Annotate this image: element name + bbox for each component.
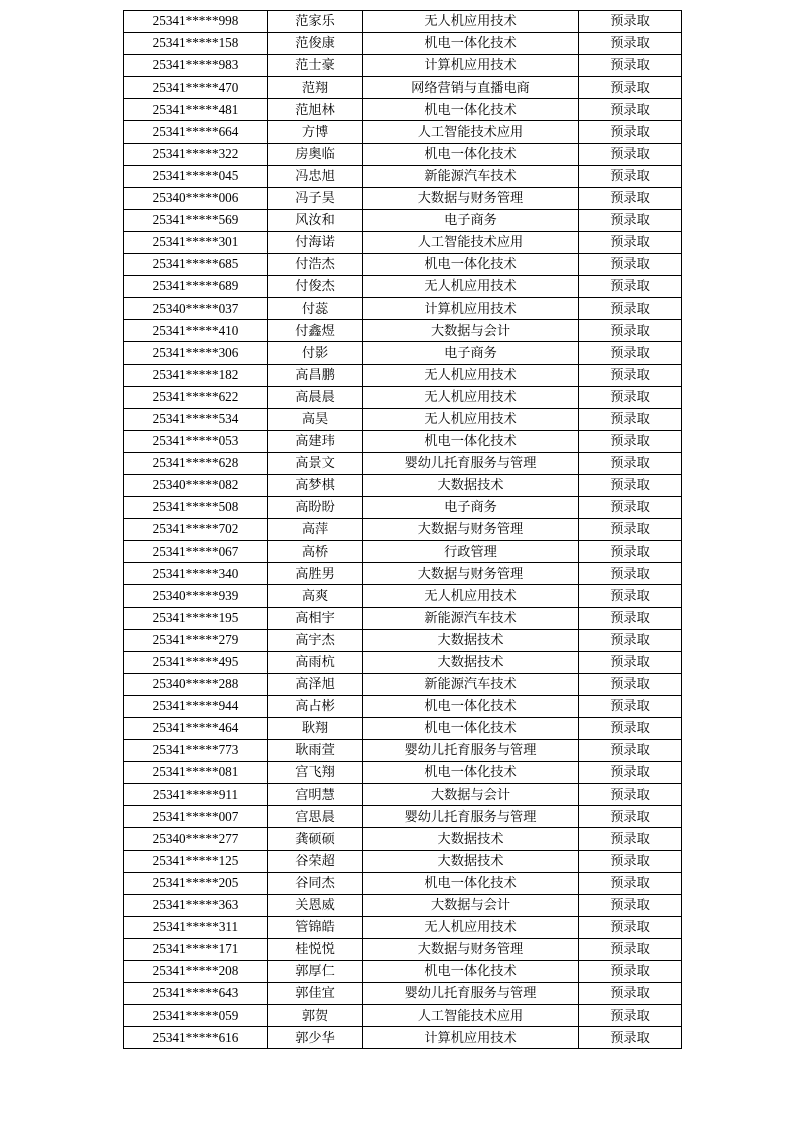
major-cell: 大数据与会计 — [363, 784, 579, 806]
major-cell: 大数据与会计 — [363, 894, 579, 916]
candidate-name-cell: 高桥 — [268, 541, 363, 563]
admission-roster-table — [123, 10, 682, 1049]
table-row — [124, 695, 682, 717]
status-cell: 预录取 — [579, 408, 682, 430]
table-row — [124, 143, 682, 165]
status-cell: 预录取 — [579, 784, 682, 806]
status-cell: 预录取 — [579, 276, 682, 298]
status-cell: 预录取 — [579, 850, 682, 872]
status-cell: 预录取 — [579, 342, 682, 364]
status-cell: 预录取 — [579, 894, 682, 916]
status-cell: 预录取 — [579, 165, 682, 187]
candidate-id-cell: 25341*****616 — [124, 1027, 268, 1049]
candidate-name-cell: 范家乐 — [268, 11, 363, 33]
table-row — [124, 11, 682, 33]
status-cell: 预录取 — [579, 99, 682, 121]
candidate-id-cell: 25341*****911 — [124, 784, 268, 806]
table-row — [124, 187, 682, 209]
candidate-name-cell: 付浩杰 — [268, 254, 363, 276]
candidate-name-cell: 宫思晨 — [268, 806, 363, 828]
candidate-name-cell: 郭厚仁 — [268, 961, 363, 983]
candidate-name-cell: 高雨杭 — [268, 651, 363, 673]
major-cell: 无人机应用技术 — [363, 408, 579, 430]
candidate-id-cell: 25341*****311 — [124, 916, 268, 938]
table-row — [124, 916, 682, 938]
table-row — [124, 806, 682, 828]
candidate-id-cell: 25341*****158 — [124, 33, 268, 55]
candidate-id-cell: 25341*****464 — [124, 718, 268, 740]
candidate-id-cell: 25341*****171 — [124, 938, 268, 960]
major-cell: 电子商务 — [363, 497, 579, 519]
table-row — [124, 872, 682, 894]
major-cell: 无人机应用技术 — [363, 585, 579, 607]
table-row — [124, 320, 682, 342]
candidate-name-cell: 高昊 — [268, 408, 363, 430]
major-cell: 大数据与财务管理 — [363, 187, 579, 209]
major-cell: 机电一体化技术 — [363, 254, 579, 276]
table-row — [124, 563, 682, 585]
status-cell: 预录取 — [579, 11, 682, 33]
table-row — [124, 474, 682, 496]
candidate-id-cell: 25341*****081 — [124, 762, 268, 784]
candidate-id-cell: 25341*****983 — [124, 55, 268, 77]
major-cell: 机电一体化技术 — [363, 762, 579, 784]
major-cell: 网络营销与直播电商 — [363, 77, 579, 99]
table-row — [124, 762, 682, 784]
table-row — [124, 231, 682, 253]
major-cell: 新能源汽车技术 — [363, 165, 579, 187]
candidate-name-cell: 高相宇 — [268, 607, 363, 629]
candidate-id-cell: 25341*****689 — [124, 276, 268, 298]
candidate-id-cell: 25341*****053 — [124, 430, 268, 452]
candidate-id-cell: 25341*****628 — [124, 452, 268, 474]
status-cell: 预录取 — [579, 806, 682, 828]
candidate-id-cell: 25341*****702 — [124, 519, 268, 541]
status-cell: 预录取 — [579, 718, 682, 740]
status-cell: 预录取 — [579, 938, 682, 960]
status-cell: 预录取 — [579, 762, 682, 784]
major-cell: 新能源汽车技术 — [363, 607, 579, 629]
status-cell: 预录取 — [579, 231, 682, 253]
major-cell: 婴幼儿托育服务与管理 — [363, 806, 579, 828]
status-cell: 预录取 — [579, 187, 682, 209]
table-row — [124, 519, 682, 541]
candidate-id-cell: 25341*****495 — [124, 651, 268, 673]
candidate-id-cell: 25341*****301 — [124, 231, 268, 253]
table-row — [124, 629, 682, 651]
candidate-name-cell: 范俊康 — [268, 33, 363, 55]
status-cell: 预录取 — [579, 143, 682, 165]
candidate-name-cell: 高胜男 — [268, 563, 363, 585]
candidate-id-cell: 25341*****205 — [124, 872, 268, 894]
major-cell: 无人机应用技术 — [363, 916, 579, 938]
table-row — [124, 408, 682, 430]
candidate-id-cell: 25341*****195 — [124, 607, 268, 629]
status-cell: 预录取 — [579, 474, 682, 496]
status-cell: 预录取 — [579, 254, 682, 276]
candidate-id-cell: 25341*****322 — [124, 143, 268, 165]
candidate-id-cell: 25341*****508 — [124, 497, 268, 519]
candidate-id-cell: 25340*****082 — [124, 474, 268, 496]
status-cell: 预录取 — [579, 983, 682, 1005]
major-cell: 机电一体化技术 — [363, 33, 579, 55]
table-row — [124, 850, 682, 872]
candidate-id-cell: 25341*****363 — [124, 894, 268, 916]
table-row — [124, 585, 682, 607]
major-cell: 大数据技术 — [363, 474, 579, 496]
status-cell: 预录取 — [579, 673, 682, 695]
candidate-name-cell: 管锦皓 — [268, 916, 363, 938]
candidate-name-cell: 高宇杰 — [268, 629, 363, 651]
candidate-id-cell: 25341*****643 — [124, 983, 268, 1005]
major-cell: 无人机应用技术 — [363, 11, 579, 33]
candidate-id-cell: 25341*****534 — [124, 408, 268, 430]
table-row — [124, 386, 682, 408]
candidate-name-cell: 风汝和 — [268, 209, 363, 231]
major-cell: 机电一体化技术 — [363, 695, 579, 717]
status-cell: 预录取 — [579, 961, 682, 983]
candidate-name-cell: 冯忠旭 — [268, 165, 363, 187]
table-row — [124, 121, 682, 143]
candidate-id-cell: 25341*****306 — [124, 342, 268, 364]
status-cell: 预录取 — [579, 77, 682, 99]
major-cell: 大数据与财务管理 — [363, 519, 579, 541]
status-cell: 预录取 — [579, 209, 682, 231]
candidate-name-cell: 范士豪 — [268, 55, 363, 77]
table-row — [124, 1027, 682, 1049]
major-cell: 电子商务 — [363, 342, 579, 364]
candidate-name-cell: 桂悦悦 — [268, 938, 363, 960]
table-row — [124, 364, 682, 386]
status-cell: 预录取 — [579, 430, 682, 452]
major-cell: 机电一体化技术 — [363, 430, 579, 452]
candidate-name-cell: 郭佳宜 — [268, 983, 363, 1005]
candidate-name-cell: 高萍 — [268, 519, 363, 541]
table-row — [124, 342, 682, 364]
candidate-id-cell: 25341*****944 — [124, 695, 268, 717]
table-row — [124, 607, 682, 629]
candidate-name-cell: 范旭林 — [268, 99, 363, 121]
major-cell: 无人机应用技术 — [363, 276, 579, 298]
table-row — [124, 983, 682, 1005]
candidate-id-cell: 25340*****939 — [124, 585, 268, 607]
status-cell: 预录取 — [579, 563, 682, 585]
table-row — [124, 430, 682, 452]
table-row — [124, 497, 682, 519]
major-cell: 无人机应用技术 — [363, 364, 579, 386]
major-cell: 婴幼儿托育服务与管理 — [363, 740, 579, 762]
status-cell: 预录取 — [579, 916, 682, 938]
status-cell: 预录取 — [579, 519, 682, 541]
table-row — [124, 784, 682, 806]
candidate-name-cell: 付蕊 — [268, 298, 363, 320]
status-cell: 预录取 — [579, 695, 682, 717]
candidate-id-cell: 25341*****481 — [124, 99, 268, 121]
candidate-id-cell: 25341*****773 — [124, 740, 268, 762]
status-cell: 预录取 — [579, 386, 682, 408]
table-row — [124, 452, 682, 474]
candidate-id-cell: 25341*****340 — [124, 563, 268, 585]
candidate-name-cell: 冯子昊 — [268, 187, 363, 209]
candidate-name-cell: 耿翔 — [268, 718, 363, 740]
table-row — [124, 961, 682, 983]
table-row — [124, 55, 682, 77]
table-row — [124, 718, 682, 740]
major-cell: 人工智能技术应用 — [363, 121, 579, 143]
candidate-name-cell: 耿雨萱 — [268, 740, 363, 762]
major-cell: 大数据与会计 — [363, 320, 579, 342]
major-cell: 婴幼儿托育服务与管理 — [363, 983, 579, 1005]
status-cell: 预录取 — [579, 55, 682, 77]
major-cell: 大数据与财务管理 — [363, 938, 579, 960]
table-row — [124, 298, 682, 320]
major-cell: 计算机应用技术 — [363, 55, 579, 77]
major-cell: 机电一体化技术 — [363, 872, 579, 894]
table-row — [124, 77, 682, 99]
candidate-id-cell: 25341*****059 — [124, 1005, 268, 1027]
status-cell: 预录取 — [579, 541, 682, 563]
candidate-name-cell: 高昌鹏 — [268, 364, 363, 386]
status-cell: 预录取 — [579, 585, 682, 607]
status-cell: 预录取 — [579, 740, 682, 762]
major-cell: 机电一体化技术 — [363, 718, 579, 740]
candidate-name-cell: 付海诺 — [268, 231, 363, 253]
table-row — [124, 828, 682, 850]
candidate-name-cell: 高晨晨 — [268, 386, 363, 408]
status-cell: 预录取 — [579, 33, 682, 55]
major-cell: 人工智能技术应用 — [363, 1005, 579, 1027]
candidate-id-cell: 25341*****998 — [124, 11, 268, 33]
candidate-name-cell: 付鑫煜 — [268, 320, 363, 342]
table-row — [124, 99, 682, 121]
candidate-id-cell: 25341*****622 — [124, 386, 268, 408]
major-cell: 婴幼儿托育服务与管理 — [363, 452, 579, 474]
status-cell: 预录取 — [579, 452, 682, 474]
table-row — [124, 1005, 682, 1027]
status-cell: 预录取 — [579, 651, 682, 673]
major-cell: 新能源汽车技术 — [363, 673, 579, 695]
major-cell: 人工智能技术应用 — [363, 231, 579, 253]
table-row — [124, 209, 682, 231]
table-row — [124, 894, 682, 916]
major-cell: 大数据技术 — [363, 850, 579, 872]
candidate-name-cell: 高景文 — [268, 452, 363, 474]
candidate-name-cell: 高泽旭 — [268, 673, 363, 695]
status-cell: 预录取 — [579, 629, 682, 651]
table-row — [124, 740, 682, 762]
table-row — [124, 254, 682, 276]
status-cell: 预录取 — [579, 828, 682, 850]
candidate-id-cell: 25341*****279 — [124, 629, 268, 651]
candidate-name-cell: 高建玮 — [268, 430, 363, 452]
major-cell: 计算机应用技术 — [363, 1027, 579, 1049]
candidate-name-cell: 郭贺 — [268, 1005, 363, 1027]
candidate-name-cell: 龚硕硕 — [268, 828, 363, 850]
roster-body — [124, 11, 682, 1049]
status-cell: 预录取 — [579, 497, 682, 519]
table-row — [124, 33, 682, 55]
candidate-id-cell: 25341*****045 — [124, 165, 268, 187]
candidate-name-cell: 付影 — [268, 342, 363, 364]
major-cell: 大数据技术 — [363, 828, 579, 850]
major-cell: 机电一体化技术 — [363, 143, 579, 165]
candidate-name-cell: 谷同杰 — [268, 872, 363, 894]
candidate-id-cell: 25341*****685 — [124, 254, 268, 276]
candidate-id-cell: 25341*****208 — [124, 961, 268, 983]
candidate-id-cell: 25341*****125 — [124, 850, 268, 872]
table-row — [124, 541, 682, 563]
major-cell: 电子商务 — [363, 209, 579, 231]
table-row — [124, 651, 682, 673]
major-cell: 计算机应用技术 — [363, 298, 579, 320]
table-row — [124, 673, 682, 695]
candidate-name-cell: 方博 — [268, 121, 363, 143]
major-cell: 大数据与财务管理 — [363, 563, 579, 585]
candidate-id-cell: 25340*****006 — [124, 187, 268, 209]
candidate-id-cell: 25340*****277 — [124, 828, 268, 850]
candidate-id-cell: 25341*****182 — [124, 364, 268, 386]
candidate-name-cell: 郭少华 — [268, 1027, 363, 1049]
candidate-id-cell: 25341*****664 — [124, 121, 268, 143]
candidate-name-cell: 宫飞翔 — [268, 762, 363, 784]
status-cell: 预录取 — [579, 607, 682, 629]
status-cell: 预录取 — [579, 872, 682, 894]
status-cell: 预录取 — [579, 1005, 682, 1027]
candidate-name-cell: 范翔 — [268, 77, 363, 99]
candidate-id-cell: 25340*****288 — [124, 673, 268, 695]
candidate-id-cell: 25341*****569 — [124, 209, 268, 231]
candidate-id-cell: 25341*****007 — [124, 806, 268, 828]
status-cell: 预录取 — [579, 364, 682, 386]
major-cell: 行政管理 — [363, 541, 579, 563]
major-cell: 机电一体化技术 — [363, 99, 579, 121]
candidate-name-cell: 高盼盼 — [268, 497, 363, 519]
candidate-name-cell: 付俊杰 — [268, 276, 363, 298]
candidate-name-cell: 高占彬 — [268, 695, 363, 717]
major-cell: 大数据技术 — [363, 651, 579, 673]
candidate-id-cell: 25340*****037 — [124, 298, 268, 320]
status-cell: 预录取 — [579, 121, 682, 143]
candidate-name-cell: 宫明慧 — [268, 784, 363, 806]
major-cell: 大数据技术 — [363, 629, 579, 651]
table-row — [124, 165, 682, 187]
major-cell: 无人机应用技术 — [363, 386, 579, 408]
table-row — [124, 938, 682, 960]
candidate-name-cell: 关恩威 — [268, 894, 363, 916]
candidate-id-cell: 25341*****067 — [124, 541, 268, 563]
table-row — [124, 276, 682, 298]
candidate-name-cell: 谷荣超 — [268, 850, 363, 872]
major-cell: 机电一体化技术 — [363, 961, 579, 983]
candidate-id-cell: 25341*****470 — [124, 77, 268, 99]
candidate-id-cell: 25341*****410 — [124, 320, 268, 342]
candidate-name-cell: 高梦棋 — [268, 474, 363, 496]
status-cell: 预录取 — [579, 298, 682, 320]
status-cell: 预录取 — [579, 320, 682, 342]
status-cell: 预录取 — [579, 1027, 682, 1049]
candidate-name-cell: 房奥临 — [268, 143, 363, 165]
candidate-name-cell: 高爽 — [268, 585, 363, 607]
